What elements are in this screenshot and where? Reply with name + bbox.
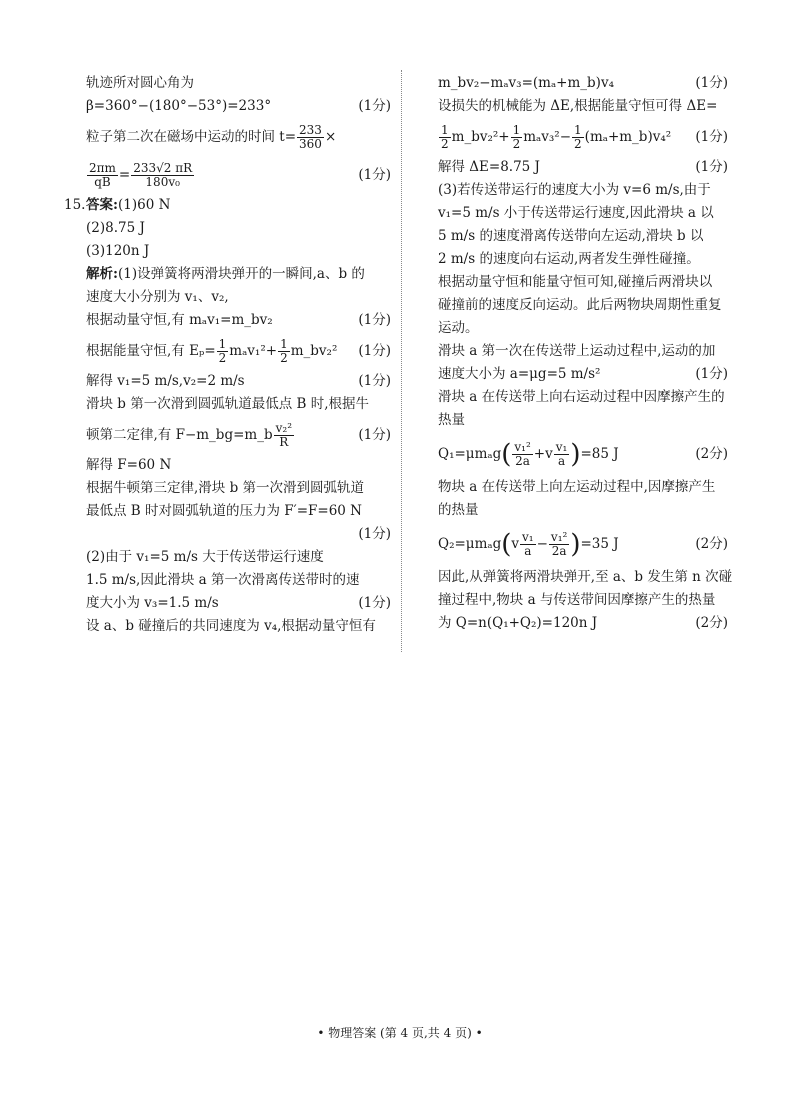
text-line <box>438 179 728 202</box>
text-line <box>86 95 391 118</box>
text-line <box>438 202 728 225</box>
text-line <box>438 522 728 566</box>
text-line <box>438 566 733 589</box>
text-line <box>438 248 728 271</box>
denominator: a <box>557 454 566 468</box>
question-number: 15. <box>64 197 86 213</box>
fraction <box>554 441 570 468</box>
fraction <box>87 162 118 189</box>
text-line <box>86 332 391 370</box>
score-mark: (1分) <box>695 129 728 145</box>
text: 根据动量守恒和能量守恒可知,碰撞后两滑块以 <box>438 274 713 290</box>
text: 的热量 <box>438 502 479 518</box>
score-mark: (1分) <box>358 312 391 328</box>
text: mₐv₁²+ <box>229 343 278 359</box>
numerator: 1 <box>218 336 227 351</box>
denominator: a <box>524 544 532 558</box>
analysis-label: 解析: <box>86 266 118 282</box>
text: 1.5 m/s,因此滑块 a 第一次滑离传送带时的速 <box>86 572 360 588</box>
denominator: qB <box>94 175 111 189</box>
text: (3)若传送带运行的速度大小为 v=6 m/s,由于 <box>438 182 711 198</box>
fraction <box>520 531 536 558</box>
text-line <box>86 240 391 263</box>
denominator: 2 <box>280 351 288 365</box>
denominator: 2 <box>218 351 227 365</box>
text: × <box>324 129 337 145</box>
text: 解得 v₁=5 m/s,v₂=2 m/s <box>86 373 245 389</box>
text: 解得 ΔE=8.75 J <box>438 159 540 175</box>
text: 速度大小分别为 v₁、v₂, <box>86 289 229 305</box>
text-line <box>438 409 728 432</box>
fraction <box>572 124 584 151</box>
text-line <box>86 477 391 500</box>
text-line <box>86 393 391 416</box>
text-line <box>86 263 391 286</box>
text: 度大小为 v₃=1.5 m/s <box>86 595 219 611</box>
text-line <box>86 217 391 240</box>
numerator: v₁ <box>555 439 568 454</box>
text: m_bv₂²+ <box>451 129 510 145</box>
score-mark: (2分) <box>695 536 728 552</box>
right-column <box>438 72 733 635</box>
score-mark: (1分) <box>358 373 391 389</box>
text: 速度大小为 a=μg=5 m/s² <box>438 366 601 382</box>
text-line <box>438 294 728 317</box>
text: mₐv₃²− <box>523 129 572 145</box>
text: (3)120n J <box>86 243 150 259</box>
fraction <box>297 124 324 151</box>
text-line <box>86 569 391 592</box>
text-line <box>86 592 391 615</box>
text: 因此,从弹簧将两滑块弹开,至 a、b 发生第 n 次碰 <box>438 569 733 585</box>
text-line <box>438 386 728 409</box>
text: Q₁=μmₐg <box>438 446 502 462</box>
text-line <box>438 271 728 294</box>
text: (2)8.75 J <box>86 220 145 236</box>
text: 2 m/s 的速度向右运动,两者发生弹性碰撞。 <box>438 251 700 267</box>
denominator: 180v₀ <box>145 175 180 189</box>
text: (mₐ+m_b)v₄² <box>584 129 672 145</box>
equation: m_bv₂−mₐv₃=(mₐ+m_b)v₄ <box>438 75 614 91</box>
text: (1)60 N <box>117 197 171 213</box>
text-line <box>86 454 391 477</box>
text: 根据牛顿第三定律,滑块 b 第一次滑到圆弧轨道 <box>86 480 365 496</box>
fraction <box>131 162 194 189</box>
text: 最低点 B 时对圆弧轨道的压力为 F′=F=60 N <box>86 503 362 519</box>
numerator: 233√2 πR <box>133 160 193 175</box>
text: 物块 a 在传送带上向左运动过程中,因摩擦产生 <box>438 479 716 495</box>
text: 滑块 b 第一次滑到圆弧轨道最低点 B 时,根据牛 <box>86 396 370 412</box>
numerator: v₂² <box>275 420 293 435</box>
text-line <box>438 95 728 118</box>
text: m_bv₂² <box>290 343 338 359</box>
text: 运动。 <box>438 320 479 336</box>
text: − <box>536 536 548 552</box>
score-mark: (2分) <box>695 446 728 462</box>
numerator: v₁ <box>522 529 534 544</box>
column-divider <box>401 70 402 652</box>
score-mark: (1分) <box>358 98 391 114</box>
score-mark: (1分) <box>358 427 391 443</box>
numerator: 1 <box>512 122 521 137</box>
score-mark: (1分) <box>695 75 728 91</box>
numerator: v₁² <box>514 439 531 454</box>
score-mark: (1分) <box>358 167 391 183</box>
text: Q₂=μmₐg <box>438 536 502 552</box>
text: 碰撞前的速度反向运动。此后两物块周期性重复 <box>438 297 722 313</box>
text-line <box>438 340 728 363</box>
score-mark: (2分) <box>695 615 728 631</box>
text: 热量 <box>438 412 465 428</box>
text: 设损失的机械能为 ΔE,根据能量守恒可得 ΔE= <box>438 98 718 114</box>
left-column <box>64 72 391 638</box>
text-line <box>86 500 391 523</box>
text-line <box>86 118 391 156</box>
text-line <box>86 309 391 332</box>
text: 撞过程中,物块 a 与传送带间因摩擦产生的热量 <box>438 592 716 608</box>
text-line <box>438 476 728 499</box>
text-line <box>438 432 728 476</box>
text-line <box>438 72 728 95</box>
fraction <box>511 124 523 151</box>
fraction <box>439 124 451 151</box>
score-mark: (1分) <box>695 366 728 382</box>
denominator: 2 <box>512 137 521 151</box>
numerator: 2πm <box>89 160 116 175</box>
text-line <box>86 156 391 194</box>
score-mark: (1分) <box>358 595 391 611</box>
text: 顿第二定律,有 F−m_bg=m_b <box>86 427 273 443</box>
text: (1)设弹簧将两滑块弹开的一瞬间,a、b 的 <box>117 266 365 282</box>
text: +v <box>533 446 553 462</box>
paren: ( <box>501 529 512 560</box>
text-line <box>438 612 728 635</box>
paren: ( <box>501 439 512 470</box>
denominator: 2a <box>515 454 530 468</box>
text: 滑块 a 第一次在传送带上运动过程中,运动的加 <box>438 343 716 359</box>
text: =85 J <box>580 446 619 462</box>
numerator: 233 <box>299 122 322 137</box>
text: 粒子第二次在磁场中运动的时间 t= <box>86 129 297 145</box>
denominator: 2 <box>574 137 582 151</box>
denominator: 360 <box>299 137 322 151</box>
text-line <box>438 363 728 386</box>
text: =35 J <box>580 536 619 552</box>
text: 5 m/s 的速度滑离传送带向左运动,滑块 b 以 <box>438 228 704 244</box>
text: 根据能量守恒,有 Eₚ= <box>86 343 216 359</box>
text-line <box>86 615 391 638</box>
text: v <box>511 536 520 552</box>
denominator: R <box>279 435 289 449</box>
text: 轨迹所对圆心角为 <box>86 75 194 91</box>
equation: 根据动量守恒,有 mₐv₁=m_bv₂ <box>86 312 273 328</box>
text-line <box>438 118 728 156</box>
text: 设 a、b 碰撞后的共同速度为 v₄,根据动量守恒有 <box>86 618 376 634</box>
page-footer: • 物理答案 (第 4 页,共 4 页) • <box>317 1026 483 1040</box>
text: 滑块 a 在传送带上向右运动过程中因摩擦产生的 <box>438 389 725 405</box>
numerator: 1 <box>574 122 582 137</box>
text-line <box>86 416 391 454</box>
score-mark: (1分) <box>358 343 391 359</box>
text-line <box>438 317 728 340</box>
score-mark: (1分) <box>695 159 728 175</box>
text-line <box>64 194 391 217</box>
denominator: 2 <box>441 137 449 151</box>
text-line <box>438 589 728 612</box>
denominator: 2a <box>551 544 567 558</box>
equation: β=360°−(180°−53°)=233° <box>86 98 272 114</box>
paren: ) <box>570 529 581 560</box>
numerator: v₁² <box>550 529 568 544</box>
answer-label: 答案: <box>86 197 118 213</box>
numerator: 1 <box>441 122 449 137</box>
text-line <box>86 72 391 95</box>
text-line <box>86 286 391 309</box>
fraction <box>274 422 294 449</box>
text: 解得 F=60 N <box>86 457 172 473</box>
numerator: 1 <box>280 336 288 351</box>
text-line <box>438 225 728 248</box>
paren: ) <box>570 439 581 470</box>
text-line <box>438 156 728 179</box>
text: = <box>118 167 131 183</box>
text-line <box>86 370 391 393</box>
text: 为 Q=n(Q₁+Q₂)=120n J <box>438 615 598 631</box>
score-mark: (1分) <box>358 526 391 542</box>
fraction <box>512 441 532 468</box>
text: (2)由于 v₁=5 m/s 大于传送带运行速度 <box>86 549 324 565</box>
fraction <box>549 531 569 558</box>
text-line <box>86 523 391 546</box>
text-line <box>86 546 391 569</box>
text: v₁=5 m/s 小于传送带运行速度,因此滑块 a 以 <box>438 205 714 221</box>
fraction <box>217 338 229 365</box>
fraction <box>278 338 290 365</box>
text-line <box>438 499 728 522</box>
